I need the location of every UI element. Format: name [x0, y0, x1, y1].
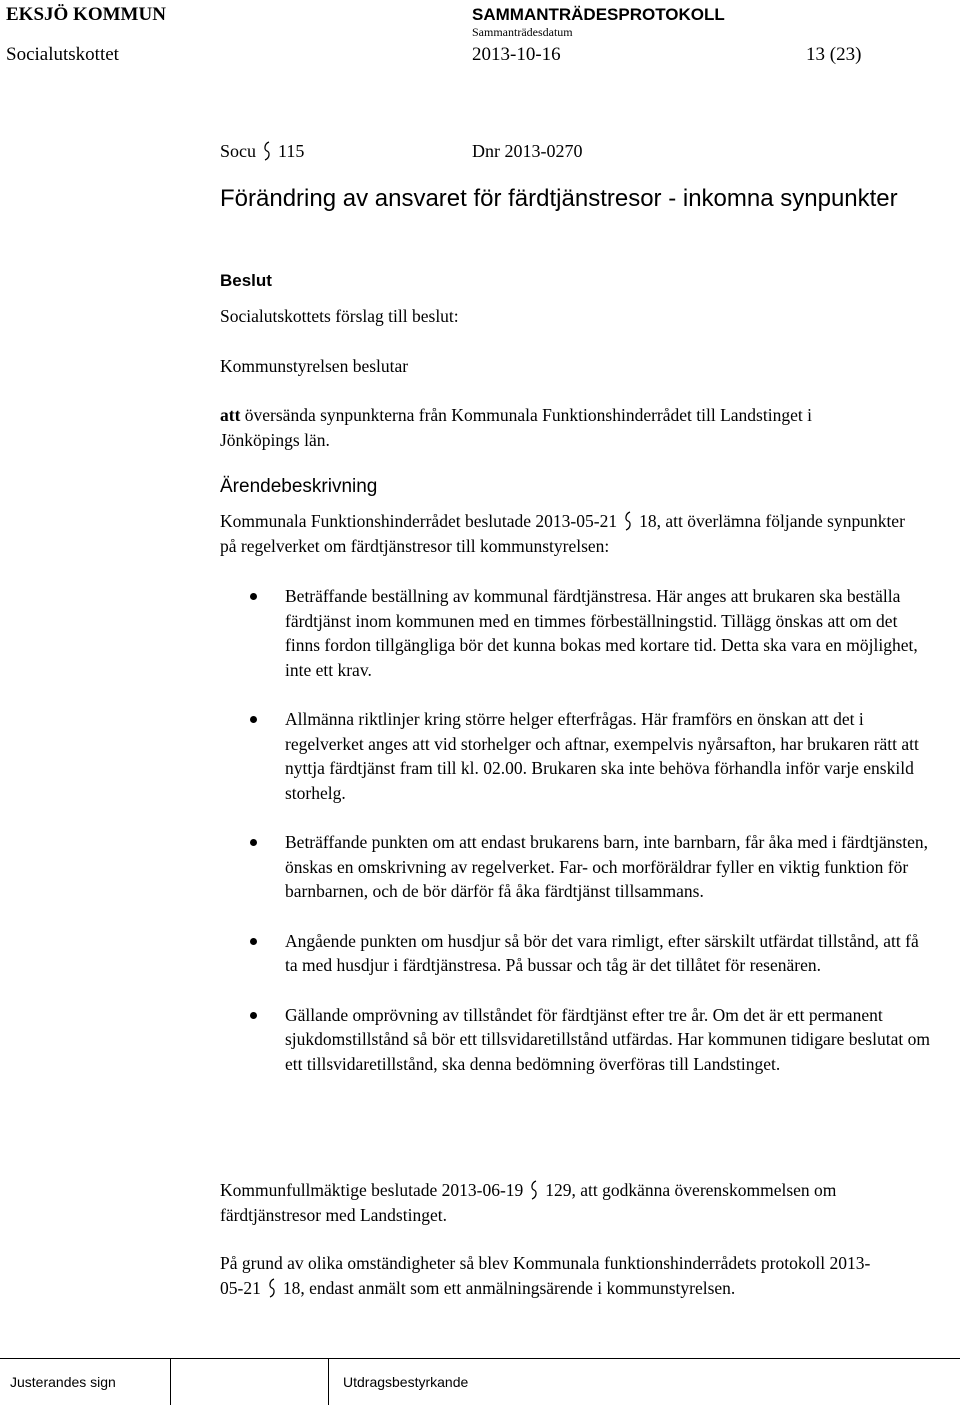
- list-item-text: Beträffande punkten om att endast brukarens barn, inte barnbarn, får åka med i färdtjänsten, önskas en omskrivning av regelverket. Far- och morföräldrar fyller en viktig funktion för barnbarnen, och de bör därför få åka färdtjänst tillsammans.: [285, 832, 929, 901]
- att-word: att: [220, 405, 241, 425]
- arende-intro: [220, 509, 920, 558]
- beslut-proposal: Socialutskottets förslag till beslut:: [220, 306, 459, 326]
- section-sign-icon: [262, 140, 272, 162]
- beslut-att-clause: [220, 403, 840, 452]
- final-after: 18, endast anmält som ett anmälningsärende i kommunstyrelsen.: [282, 1277, 736, 1298]
- kf-before: Kommunfullmäktige beslutade 2013-06-19: [220, 1180, 524, 1200]
- diary-number: Dnr 2013-0270: [472, 141, 583, 161]
- list-item-text: Gällande omprövning av tillståndet för färdtjänst efter tre år. Om det är ett permanent sjukdomstillstånd så bör ett tillsvidaretillstånd utfärdas. Har kommunen tidigare beslutat om ett tillsvidaretillstånd, ska denna bedömning överföras till Landstinget.: [285, 1004, 930, 1074]
- bullet-icon: [250, 593, 257, 600]
- list-item: [285, 1003, 930, 1077]
- final-paragraph: [220, 1251, 880, 1300]
- org-name: EKSJÖ KOMMUN: [6, 4, 166, 25]
- section-sign-icon: [623, 510, 633, 532]
- bullet-icon: [250, 839, 257, 846]
- beslut-decider: Kommunstyrelsen beslutar: [220, 356, 409, 376]
- footer-divider: [328, 1359, 329, 1405]
- signature-footer: [0, 1358, 960, 1405]
- list-item: [285, 707, 930, 805]
- meeting-date: 2013-10-16: [472, 44, 561, 65]
- case-reference: [220, 139, 304, 164]
- synpunkter-list: [285, 584, 930, 1076]
- document-type: SAMMANTRÄDESPROTOKOLL: [472, 5, 725, 24]
- arende-heading: Ärendebeskrivning: [220, 476, 378, 497]
- list-item-text: Angående punkten om husdjur så bör det vara rimligt, efter särskilt utfärdat tillstånd, att få ta med husdjur i färdtjänstresa. På bussar och tåg är det tillåtet för resenären.: [285, 930, 919, 975]
- bullet-icon: [250, 938, 257, 945]
- kf-after: 129, att godkänna överenskommelsen om färdtjänstresor med Landstinget.: [220, 1180, 837, 1225]
- bullet-icon: [250, 1012, 257, 1019]
- list-item-text: Allmänna riktlinjer kring större helger efterfrågas. Här framförs en önskan att det i regelverket anges att vid storhelger och aftnar, exempelvis nyårsafton, har brukaren rätt att nyttja färdtjänst fram till kl. 02.00. Brukaren ska inte behöva förhandla inför varje enskild storhelg.: [285, 709, 919, 803]
- section-sign-icon: [529, 1179, 539, 1201]
- case-ref-prefix: Socu: [220, 141, 256, 161]
- list-item: [285, 830, 930, 904]
- list-item-text: Beträffande beställning av kommunal färdtjänstresa. Här anges att brukaren ska beställa färdtjänst inom kommunen med en timmes förbeställningstid. Tillägg önskas att om det finns fordon tillgängliga bör det kunna bokas med kortare tid. Detta ska vara en möjlighet, inte ett krav.: [285, 586, 918, 680]
- arende-intro-after: 18, att överlämna följande synpunkter på regelverket om färdtjänstresor till kommunstyrelsen:: [220, 511, 905, 556]
- page-title: Förändring av ansvaret för färdtjänstresor - inkomna synpunkter: [220, 185, 898, 212]
- att-text: översända synpunkterna från Kommunala Funktionshinderrådet till Landstinget i Jönköpings län.: [220, 405, 812, 450]
- section-sign-icon: [267, 1277, 277, 1299]
- justerandes-sign-label: Justerandes sign: [10, 1374, 116, 1390]
- date-label: Sammanträdesdatum: [472, 25, 573, 39]
- case-paragraph: 115: [278, 141, 305, 161]
- list-item: [285, 584, 930, 682]
- bullet-icon: [250, 716, 257, 723]
- kf-paragraph: [220, 1178, 920, 1227]
- footer-divider: [170, 1359, 171, 1405]
- final-before: På grund av olika omständigheter så blev Kommunala funktionshinderrådets protokoll 2013-05-21: [220, 1253, 871, 1298]
- arende-intro-before: Kommunala Funktionshinderrådet beslutade 2013-05-21: [220, 511, 618, 531]
- list-item: [285, 929, 930, 978]
- committee-name: Socialutskottet: [6, 44, 119, 65]
- beslut-heading: Beslut: [220, 271, 272, 290]
- utdragsbestyrkande-label: Utdragsbestyrkande: [343, 1374, 469, 1390]
- page-number: 13 (23): [806, 44, 862, 65]
